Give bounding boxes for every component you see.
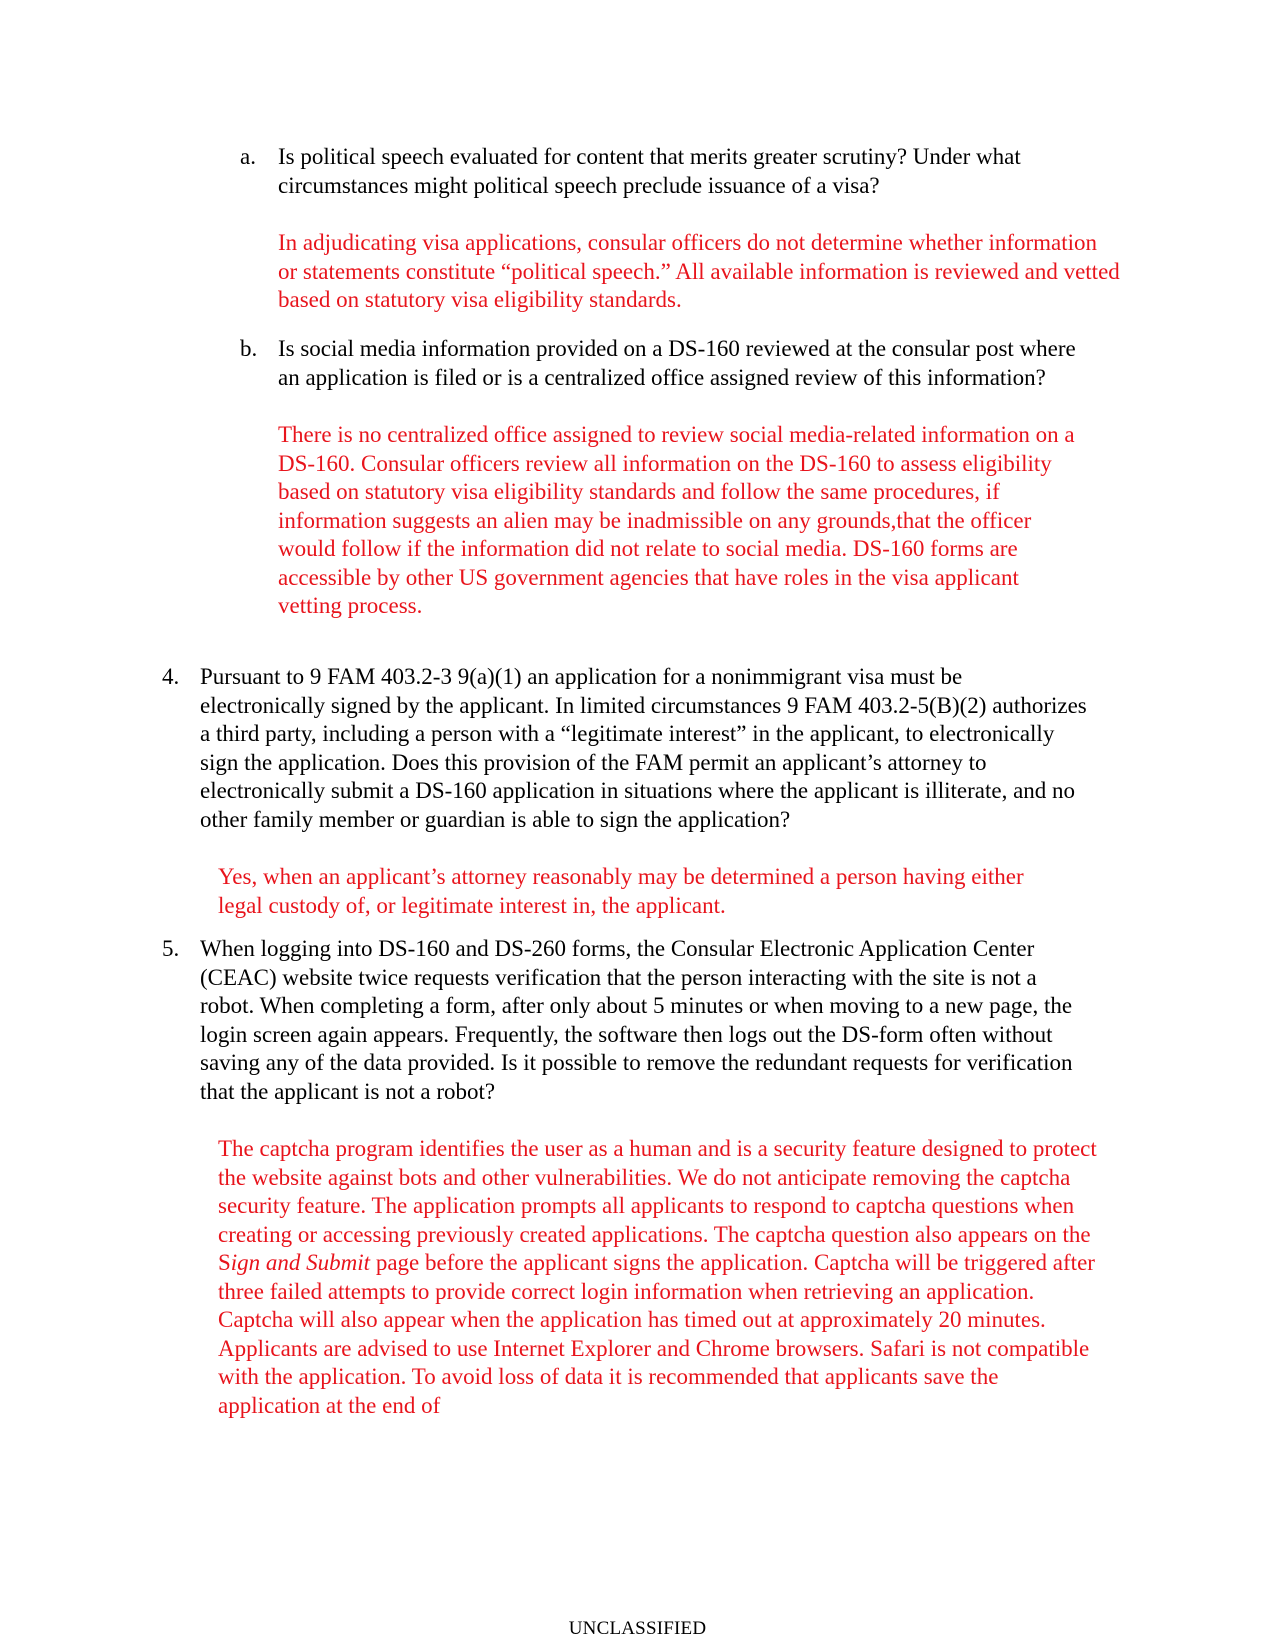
answer-text-part: page before the applicant signs the application. Captcha will be triggered after three failed attempts to provide correct login information when retrieving an application. Captcha will also appear when the application has timed out at approximately 20 minutes. Applicants are advised to use Internet Explorer and Chrome browsers. Safari is not compatible with the application. To avoid loss of data it is recommended that applicants save the application at the end of bbox=[218, 1250, 1095, 1418]
answer-text bbox=[218, 1135, 1098, 1420]
answer-text: There is no centralized office assigned to review social media-related information on a DS-160. Consular officers review all information on the DS-160 to assess eligibility based on statutory visa eligibility standards and follow the same procedures, if information suggests an alien may be inadmissible on any grounds,that the officer would follow if the information did not relate to social media. DS-160 forms are accessible by other US government agencies that have roles in the visa applicant vetting process. bbox=[278, 422, 1075, 618]
sub-item-a bbox=[240, 143, 1120, 315]
classification-footer: UNCLASSIFIED bbox=[568, 1618, 707, 1639]
sign-and-submit-italic: ign and Submit bbox=[230, 1250, 371, 1275]
item-marker: a. bbox=[240, 144, 256, 169]
answer-text-part: The captcha program identifies the user as a human and is a security feature designed to protect the website against bots and other vulnerabilities. We do not anticipate removing the captcha security feature. The application prompts all applicants to respond to captcha questions when creating or accessing previously created applications. The captcha question also appears on the S bbox=[218, 1136, 1097, 1275]
sub-item-b bbox=[240, 335, 1120, 621]
question-text: Is political speech evaluated for content that merits greater scrutiny? Under what circumstances might political speech preclude issuance of a visa? bbox=[278, 144, 1021, 198]
numbered-item-4 bbox=[162, 663, 1112, 920]
item-marker: 5. bbox=[162, 936, 180, 961]
question-text: When logging into DS-160 and DS-260 forms, the Consular Electronic Application Center (CEAC) website twice requests verification that the person interacting with the site is not a robot. When completing a form, after only about 5 minutes or when moving to a new page, the login screen again appears. Frequently, the software then logs out the DS-form often without saving any of the data provided. Is it possible to remove the redundant requests for verification that the applicant is not a robot? bbox=[200, 936, 1073, 1104]
numbered-item-5 bbox=[162, 935, 1112, 1420]
item-marker: b. bbox=[240, 336, 258, 361]
item-marker: 4. bbox=[162, 664, 180, 689]
question-text: Pursuant to 9 FAM 403.2-3 9(a)(1) an application for a nonimmigrant visa must be electronically signed by the applicant. In limited circumstances 9 FAM 403.2-5(B)(2) authorizes a third party, including a person with a “legitimate interest” in the applicant, to electronically sign the application. Does this provision of the FAM permit an applicant’s attorney to electronically submit a DS-160 application in situations where the applicant is illiterate, and no other family member or guardian is able to sign the application? bbox=[200, 664, 1087, 832]
answer-text: In adjudicating visa applications, consular officers do not determine whether information or statements constitute “political speech.” All available information is reviewed and vetted based on statutory visa eligibility standards. bbox=[278, 230, 1120, 312]
question-text: Is social media information provided on a DS-160 reviewed at the consular post where an application is filed or is a centralized office assigned review of this information? bbox=[278, 336, 1076, 390]
answer-text: Yes, when an applicant’s attorney reasonably may be determined a person having either legal custody of, or legitimate interest in, the applicant. bbox=[218, 864, 1024, 918]
